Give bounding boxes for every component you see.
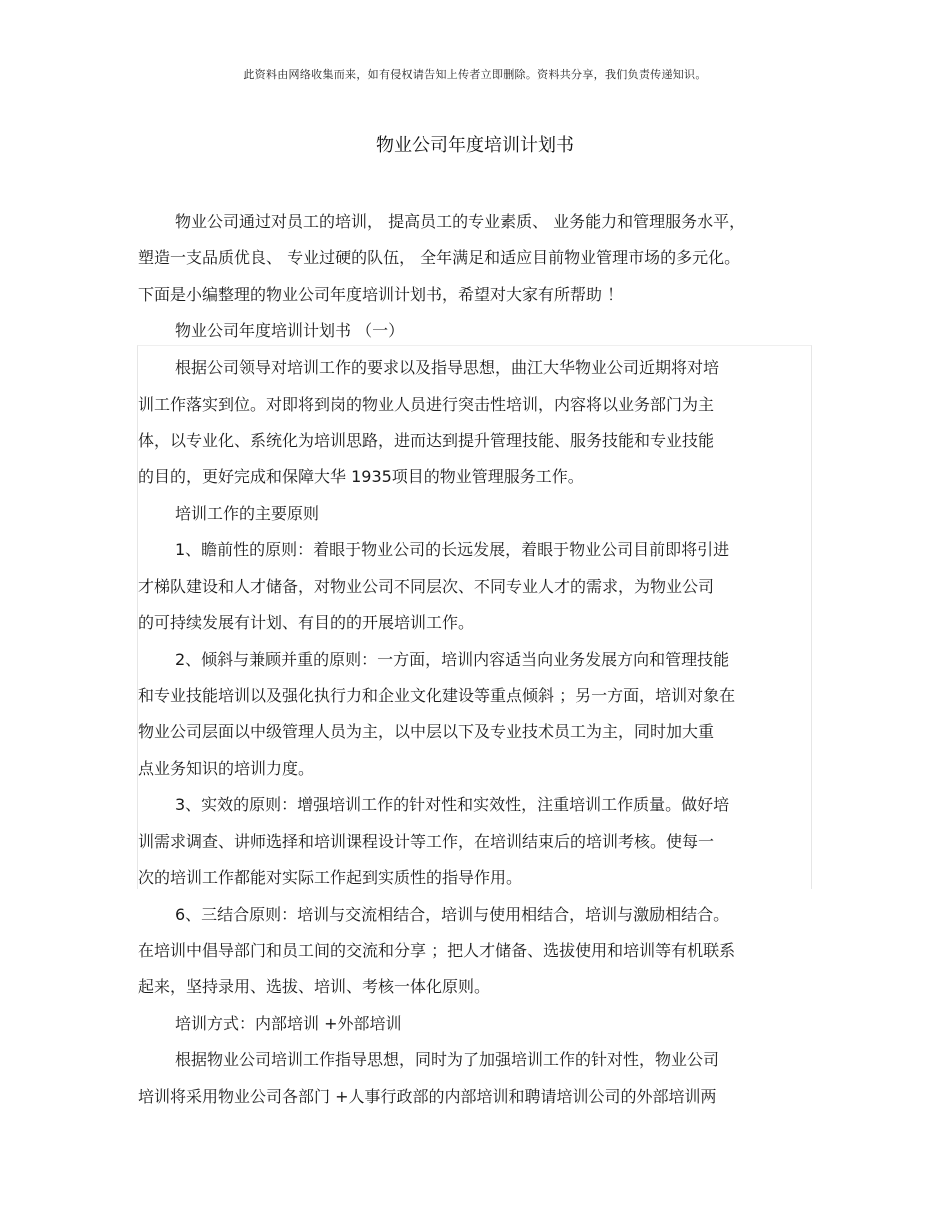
page-title: 物业公司年度培训计划书 <box>376 135 574 156</box>
paragraph-line: 2、倾斜与兼顾并重的原则：一方面，培训内容适当向业务发展方向和管理技能 <box>175 650 730 669</box>
section-heading: 培训方式：内部培训 +外部培训 <box>175 1014 402 1033</box>
paragraph-line: 次的培训工作都能对实际工作起到实质性的指导作用。 <box>138 868 523 887</box>
paragraph-line: 下面是小编整理的物业公司年度培训计划书，希望对大家有所帮助 ！ <box>138 285 624 304</box>
paragraph-line: 1、瞻前性的原则：着眼于物业公司的长远发展，着眼于物业公司目前即将引进 <box>175 540 730 559</box>
paragraph-line: 训工作落实到位。对即将到岗的物业人员进行突击性培训，内容将以业务部门为主 <box>138 395 715 414</box>
paragraph-line: 体，以专业化、系统化为培训思路，进而达到提升管理技能、服务技能和专业技能 <box>138 431 715 450</box>
paragraph-line: 点业务知识的培训力度。 <box>138 759 315 778</box>
section-heading: 物业公司年度培训计划书 （一） <box>175 321 405 340</box>
paragraph-line: 训需求调查、讲师选择和培训课程设计等工作，在培训结束后的培训考核。使每一 <box>138 832 715 851</box>
paragraph-line: 起来，坚持录用、选拔、培训、考核一体化原则。 <box>138 977 491 996</box>
paragraph-line: 的可持续发展有计划、有目的的开展培训工作。 <box>138 613 475 632</box>
paragraph-line: 在培训中倡导部门和员工间的交流和分享 ；把人才储备、选拔使用和培训等有机联系 <box>138 941 736 960</box>
paragraph-line: 根据公司领导对培训工作的要求以及指导思想，曲江大华物业公司近期将对培 <box>175 358 720 377</box>
paragraph-line: 6、三结合原则：培训与交流相结合，培训与使用相结合，培训与激励相结合。 <box>175 905 730 924</box>
paragraph-line: 物业公司通过对员工的培训， 提高员工的专业素质、 业务能力和管理服务水平， <box>175 212 746 231</box>
disclaimer-header: 此资料由网络收集而来，如有侵权请告知上传者立即删除。资料共分享，我们负责传递知识。 <box>243 68 707 81</box>
paragraph-line: 3、实效的原则：增强培训工作的针对性和实效性，注重培训工作质量。做好培 <box>175 795 730 814</box>
paragraph-line: 培训将采用物业公司各部门 +人事行政部的内部培训和聘请培训公司的外部培训两 <box>138 1087 717 1106</box>
paragraph-line: 才梯队建设和人才储备，对物业公司不同层次、不同专业人才的需求，为物业公司 <box>138 577 715 596</box>
paragraph-line: 物业公司层面以中级管理人员为主，以中层以下及专业技术员工为主，同时加大重 <box>138 722 715 741</box>
paragraph-line: 塑造一支品质优良、 专业过硬的队伍， 全年满足和适应目前物业管理市场的多元化。 <box>138 248 741 267</box>
paragraph-line: 和专业技能培训以及强化执行力和企业文化建设等重点倾斜 ；另一方面，培训对象在 <box>138 686 736 705</box>
paragraph-line: 根据物业公司培训工作指导思想，同时为了加强培训工作的针对性，物业公司 <box>175 1050 720 1069</box>
paragraph-line: 的目的，更好完成和保障大华 1935项目的物业管理服务工作。 <box>138 467 584 486</box>
section-heading: 培训工作的主要原则 <box>175 504 320 523</box>
